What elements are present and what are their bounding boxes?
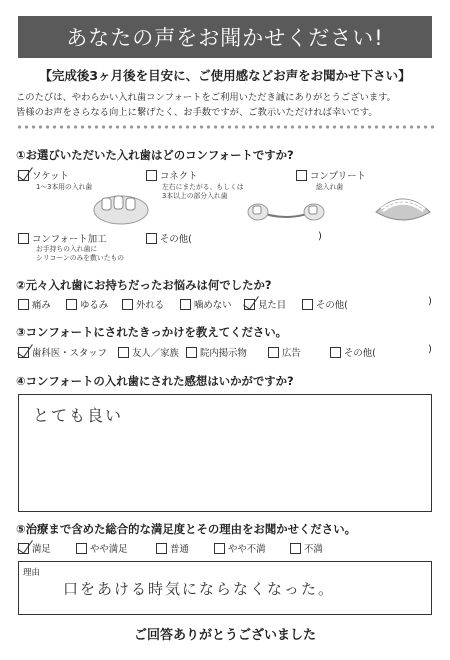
note-line: シリコーンのみを敷いたもの xyxy=(36,253,125,262)
paren-close: ) xyxy=(318,231,322,242)
q3-option-clinic-poster[interactable] xyxy=(186,345,247,359)
option-label: ゆるみ xyxy=(80,300,109,311)
checkbox[interactable] xyxy=(296,170,307,181)
q2-option-looseness[interactable] xyxy=(66,297,108,311)
q1-option-socket[interactable] xyxy=(18,168,69,182)
q5-option-somewhat-dissatisfied[interactable] xyxy=(214,541,266,555)
reason-label: 理由 xyxy=(23,568,41,578)
option-label: ソケット xyxy=(32,171,69,182)
option-label: 普通 xyxy=(170,544,189,555)
q2-option-cannot-chew[interactable] xyxy=(180,297,232,311)
q4-question: ④コンフォートの入れ歯にされた感想はいかがですか? xyxy=(16,374,294,388)
q2-option-pain[interactable] xyxy=(18,297,51,311)
q2-option-other[interactable] xyxy=(302,297,348,311)
option-label: 見た目 xyxy=(258,300,287,311)
q1-option-note: 1～3本用の入れ歯 xyxy=(36,183,93,191)
subtitle: 【完成後3ヶ月後を目安に、ご使用感などお声をお聞かせ下さい】 xyxy=(39,68,411,83)
option-label: その他( xyxy=(316,300,348,311)
option-label: 歯科医・スタッフ xyxy=(32,348,108,359)
checkbox[interactable] xyxy=(186,347,197,358)
q3-option-dentist-staff[interactable] xyxy=(18,345,107,359)
footer-thanks: ご回答ありがとうございました xyxy=(133,628,316,643)
q3-option-advertisement[interactable] xyxy=(268,345,301,359)
checkbox[interactable] xyxy=(330,347,341,358)
q1-option-other[interactable] xyxy=(146,231,192,245)
q1-option-complete[interactable] xyxy=(296,168,366,182)
option-label: 外れる xyxy=(136,300,165,311)
q1-option-connect[interactable] xyxy=(146,168,198,182)
checkbox[interactable] xyxy=(290,543,301,554)
checkbox[interactable] xyxy=(118,347,129,358)
checkbox[interactable] xyxy=(156,543,167,554)
option-label: 院内掲示物 xyxy=(200,348,247,359)
checkbox[interactable] xyxy=(18,299,29,310)
checkbox[interactable] xyxy=(214,543,225,554)
paren-close: ) xyxy=(428,344,432,355)
checkbox[interactable] xyxy=(76,543,87,554)
checkbox[interactable] xyxy=(122,299,133,310)
paren-close: ) xyxy=(428,296,432,307)
checkbox[interactable] xyxy=(268,347,279,358)
checkbox-checked[interactable] xyxy=(244,299,255,310)
q4-answer-text: とても良い xyxy=(33,406,124,425)
socket-denture-illustration xyxy=(90,186,152,228)
q5-question: ⑤治療まで含めた総合的な満足度とその理由をお聞かせください。 xyxy=(16,522,356,536)
q1-option-comfort-processing[interactable] xyxy=(18,231,107,245)
connect-denture-illustration xyxy=(244,194,328,228)
intro-line: 皆様のお声をさらなる向上に繋げたく、お手数ですが、ご教示いただければ幸いです。 xyxy=(16,107,378,118)
option-label: やや不満 xyxy=(228,544,266,555)
q4-answer-field[interactable] xyxy=(18,394,432,512)
note-line: 左右にまたがる、もしくは xyxy=(162,183,244,191)
q3-question: ③コンフォートにされたきっかけを教えてください。 xyxy=(16,325,288,339)
option-label: 友人／家族 xyxy=(132,348,179,359)
option-label: その他( xyxy=(344,348,376,359)
q2-question: ②元々入れ歯にお持ちだったお悩みは何でしたか? xyxy=(16,278,272,292)
note-line: 3本以上の部分入れ歯 xyxy=(162,191,228,200)
q5-option-neutral[interactable] xyxy=(156,541,189,555)
q5-option-somewhat-satisfied[interactable] xyxy=(76,541,128,555)
q2-option-falls-out[interactable] xyxy=(122,297,164,311)
checkbox[interactable] xyxy=(146,233,157,244)
checkbox-checked[interactable] xyxy=(18,543,29,554)
option-label: 不満 xyxy=(304,544,323,555)
option-label: 噛めない xyxy=(194,300,232,311)
checkbox[interactable] xyxy=(180,299,191,310)
q5-option-dissatisfied[interactable] xyxy=(290,541,323,555)
q2-option-appearance[interactable] xyxy=(244,297,286,311)
intro-text xyxy=(16,90,436,120)
q1-option-note xyxy=(162,183,244,200)
note-line: お手持ちの入れ歯に xyxy=(36,245,98,253)
q3-option-friend-family[interactable] xyxy=(118,345,179,359)
checkbox-checked[interactable] xyxy=(18,347,29,358)
option-label: コンプリート xyxy=(310,171,366,182)
option-label: その他( xyxy=(160,234,192,245)
checkbox[interactable] xyxy=(18,233,29,244)
option-label: やや満足 xyxy=(90,544,128,555)
page-title: あなたの声をお聞かせください! xyxy=(66,26,384,50)
checkbox[interactable] xyxy=(302,299,313,310)
page-header xyxy=(18,16,432,58)
q1-option-note xyxy=(36,245,124,262)
intro-line: このたびは、やわらかい入れ歯コンフォートをご利用いただき誠にありがとうございます。 xyxy=(16,92,396,103)
dotted-divider xyxy=(16,124,434,130)
checkbox-checked[interactable] xyxy=(18,170,29,181)
option-label: 満足 xyxy=(32,544,51,555)
q5-reason-field[interactable] xyxy=(18,561,432,615)
complete-denture-illustration xyxy=(370,182,436,230)
option-label: 痛み xyxy=(32,300,51,311)
option-label: コンフォート加工 xyxy=(32,234,107,245)
q5-option-satisfied[interactable] xyxy=(18,541,51,555)
option-label: 広告 xyxy=(282,348,301,359)
q1-option-note: 総入れ歯 xyxy=(316,183,344,191)
q1-question: ①お選びいただいた入れ歯はどのコンフォートですか? xyxy=(16,148,294,162)
checkbox[interactable] xyxy=(66,299,77,310)
option-label: コネクト xyxy=(160,171,198,182)
checkbox[interactable] xyxy=(146,170,157,181)
q5-reason-text: 口をあける時気にならなくなった。 xyxy=(63,580,336,598)
q3-option-other[interactable] xyxy=(330,345,376,359)
